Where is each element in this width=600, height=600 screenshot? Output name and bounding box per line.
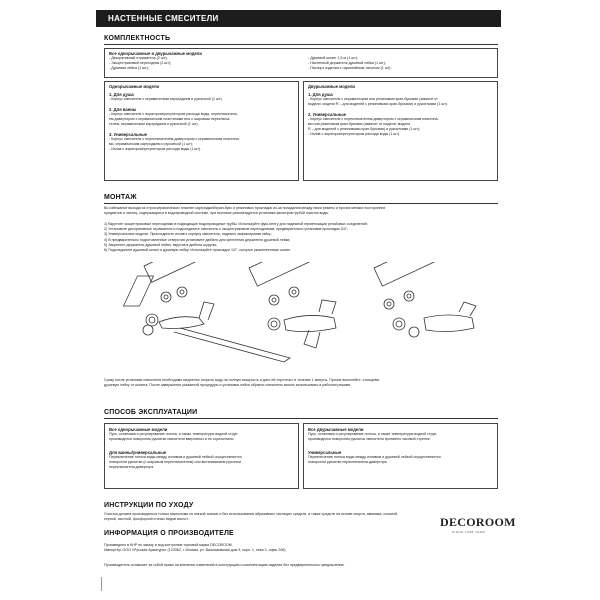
usage-double-title: Все двурычажные модели [308,427,364,432]
paragraph-line: поворотом рукоятки переключателя-дивертора. [308,460,388,464]
section-title-usage: СПОСОБ ЭКСПЛУАТАЦИИ [104,409,198,416]
list-item: - Эксцентриковый переходник (2 шт); [109,61,172,65]
crop-mark [101,577,102,591]
paragraph-line: Очистка должна производиться только мыльными по мягкой тканью и без использования абразивных чистящих средств, а также средств на основе спирта, аммиака, соляной, [104,512,399,516]
step-item: 6) Подсоедините душевой шланг и душевую лейку. Используйте прокладки 1/2", которые укомплектован шланг. [104,248,291,253]
list-item: - Настенный держатель душевой лейки (1 шт); [308,61,386,65]
step-item: 3) Универсальные модели. Присоедините излив к корпусу смесителя, надежно зафиксировав гайку; [104,232,272,237]
list-item: - Излив с аэратором/регулятором расхода воды (1 шт). [109,147,202,151]
list-item: - Душевой шланг 1,5 м (1 шт); [308,56,358,60]
usage-bath-title: Для ванны/универсальные [109,450,167,455]
page-header [96,10,501,27]
list-item: - Корпус смесителя с переключателем-дивертором с керамическим пластина- [109,137,240,141]
paragraph-line: серной, азотной, фосфорной и иных видов кислот. [104,517,189,522]
list-item: 1. Для душа [308,92,333,97]
list-item: 2. Для ванны [109,107,137,112]
maker-note [104,563,498,568]
list-item: R – для моделей с резиновыми кран-буксами) и рукоятками (1 шт); [308,127,421,131]
list-item: - Корпус смесителя с керамическим картриджем и рукояткой (1 шт). [109,97,223,101]
paragraph-line: душевую лейку от шланга. После завершения указанной процедуры и установки лейки обратно смеситель можно использовать в рабочем режиме. [104,383,352,388]
list-item: ми, керамическим картриджем и рукояткой (1 шт); [109,142,193,146]
list-item: - Излив с аэратором/регулятором расхода воды (1 шт). [308,132,401,136]
usage-double-box [303,423,498,489]
installation-illustration [104,262,498,374]
step-item: 1) Вкрутите эксцентриковые переходники в подводящие водопроводные трубы. Используйте фум-ленту для надежной герметизации резьбовых соединений; [104,222,368,226]
usage-single-box [104,423,299,489]
list-item: ем-дивертором с керамическим пластинами или с шаровым переключа- [109,117,231,121]
paragraph-line: переключателя-дивертора. [109,465,155,469]
faucet-figure-1 [123,262,290,362]
usage-single-title: Все однорычажные модели [109,427,168,432]
step-item: 5) Закрепите держатель душевой лейки, вкрутив в дюбели шурупы; [104,242,218,247]
paragraph-line: Переключение потока воды между изливом и душевой лейкой осуществляется [308,455,441,459]
maker-text [104,543,424,553]
usage-univ-title: Универсальные [308,450,342,455]
mount-after [104,378,498,388]
divider [104,203,498,204]
paragraph-line: Переключение потока воды между изливом и душевой лейкой осуществляется [109,455,242,459]
logo-tagline: SINCE 1998 YEAR [452,530,486,534]
faucet-figure-3 [374,262,476,337]
list-item: модели: модели R – для моделей с резиновыми кран-буксами) и рукоятками (1 шт). [308,102,449,106]
section-title-maker: ИНФОРМАЦИЯ О ПРОИЗВОДИТЕЛЕ [104,530,234,537]
paragraph-line: Сразу после установки смесителя необходимо медленно открыть воду на полную мощность и дать ей «протечь» в течение 1 минуты. Прочие выполнйте, стоящеме [104,378,380,382]
paragraph-line: Во избежание выхода из строя керамических пластин картриджей/кран-букс и резиновых прокладок из-за попадания между ними резины и прочих мелких посторонних [104,206,386,210]
faucet-figure-2 [249,262,336,348]
paragraph-line: поворотом рукоятки (с шаровым переключателем) или вытягиванием рукоятки [109,460,241,464]
kit-single-title: Однорычажные модели [109,84,160,89]
paragraph-line: Пуск, остановка и регулирование потока, а также температуры водной струи [109,432,238,436]
paragraph-line: Произведено в КНР по заказу и под контролем торговой марки DECOROOM. [104,543,233,547]
mount-steps [104,222,498,253]
section-title-kit: КОМПЛЕКТНОСТЬ [104,35,171,42]
decoroom-logo: DECOROOM [440,515,516,529]
list-item: - Паспорт изделия с гарантийным талоном (1 шт). [308,66,392,70]
paragraph-line: предметов и частиц, содержащихся в водопроводной системе, при монтаже рекомендуется установка фильтров грубой очистки воды. [104,211,330,216]
list-item: - Корпус смесителя с керамическим или резиновым кран-буксами (зависит от [308,97,438,101]
list-item: ми или резиновым кран-буксами (зависит от модели: модели [308,122,411,126]
list-item: 2. Универсальные [308,112,346,117]
divider [104,44,498,45]
list-item: 1. Для душа [109,92,134,97]
list-item: телем, керамическим картриджем и рукояткой (1 шт). [109,122,199,126]
list-item: - Корпус смесителя с аэратором/регулятором расхода воды, переключатель- [109,112,238,116]
section-title-care: ИНСТРУКЦИИ ПО УХОДУ [104,502,194,509]
section-title-mount: МОНТАЖ [104,194,137,201]
kit-all-title: Все однорычажные и двурычажные модели [109,51,202,56]
faucet-drawings [104,262,498,374]
paragraph-line: Производитель оставляет за собой право на внесение изменений в конструкцию и комплектацию изделия без предварительного уведомления. [104,563,345,567]
kit-double-lever-box [303,81,498,181]
page-title: НАСТЕННЫЕ СМЕСИТЕЛИ [108,14,219,23]
list-item: 3. Универсальные [109,132,147,137]
step-item: 2) Установите декоративные отражатели и подсоедините смеситель к эксцентриковым переходникам, предварительно установив прокладки 3/4"; [104,227,348,232]
paragraph-line: Импортёр: ООО «Русская Арматура» (123362, г. Москва, ул. Вишняковская дом 9, корп. 1, этаж 2, офис 208) [104,548,286,553]
mount-intro [104,206,498,216]
list-item: - Корпус смесителя с переключателем-дивертором с керамическим пластина- [308,117,439,121]
list-item: - Душевая лейка (1 шт); [109,66,149,70]
kit-single-lever-box [104,81,299,181]
step-item: 4) В предварительно подготовленные отверстия установите дюбели для крепления держателя душевой лейки; [104,237,291,242]
divider [104,418,498,419]
list-item: - Декоративный отражатель (2 шт); [109,56,168,60]
care-text [104,512,498,522]
paragraph-line: производится поворотом рукоятки смесителя вверх/вниз и по горизонтали. [109,437,235,441]
kit-double-title: Двурычажные модели [308,84,355,89]
kit-all-models-box [104,48,498,78]
paragraph-line: Пуск, остановка и регулирование потока, а также температуры водной струи [308,432,437,436]
paragraph-line: производится поворотом рукояток смесителя против/по часовой стрелке. [308,437,431,441]
